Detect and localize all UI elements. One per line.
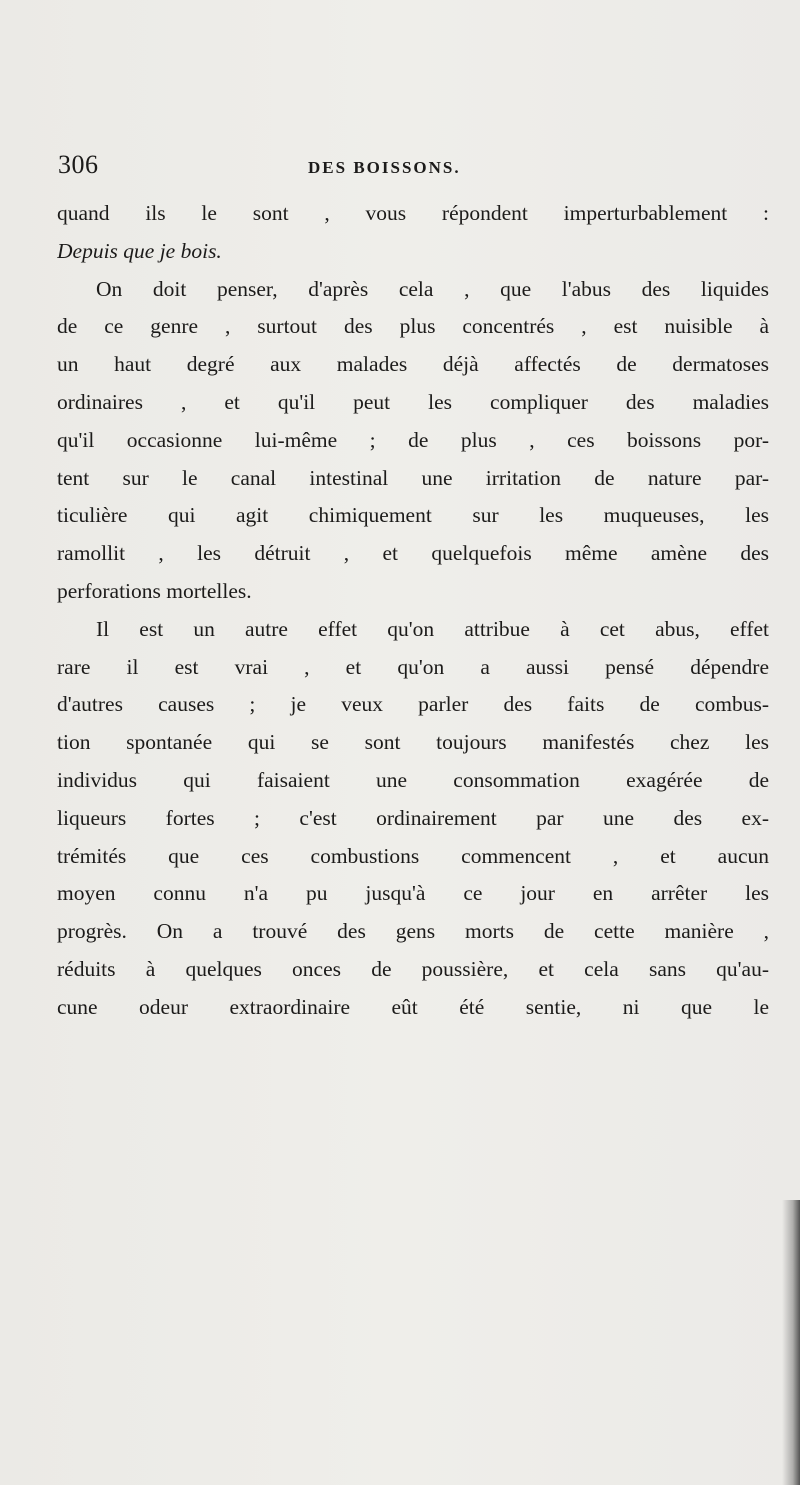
text-line: individus qui faisaient une consommation exagérée de [57, 767, 769, 792]
text-line: de ce genre , surtout des plus concentrés , est nuisible à [57, 314, 769, 339]
text-line: moyen connu n'a pu jusqu'à ce jour en arrêter les [57, 881, 769, 906]
running-head: DES BOISSONS. [308, 158, 461, 177]
text-line: qu'il occasionne lui-même ; de plus , ces boissons por- [57, 427, 769, 452]
text-line: ramollit , les détruit , et quelquefois même amène des [57, 541, 769, 566]
page-number: 306 [58, 150, 99, 179]
text-line: tion spontanée qui se sont toujours manifestés chez les [57, 730, 769, 755]
text-line: On doit penser, d'après cela , que l'abus des liquides [96, 276, 769, 301]
text-line: trémités que ces combustions commencent , et aucun [57, 843, 769, 868]
text-line: ordinaires , et qu'il peut les compliquer des maladies [57, 389, 769, 414]
text-line: progrès. On a trouvé des gens morts de cette manière , [57, 919, 769, 944]
text-line: quand ils le sont , vous répondent imperturbablement : [57, 201, 769, 225]
text-line: liqueurs fortes ; c'est ordinairement par une des ex- [57, 805, 769, 830]
page-header [58, 150, 770, 190]
text-line: perforations mortelles. [57, 578, 252, 603]
text-line: d'autres causes ; je veux parler des faits de combus- [57, 692, 769, 717]
page-edge-shadow [782, 1200, 800, 1485]
text-line: réduits à quelques onces de poussière, et cela sans qu'au- [57, 956, 769, 981]
text-line: cune odeur extraordinaire eût été sentie, ni que le [57, 994, 769, 1019]
text-line: ticulière qui agit chimiquement sur les muqueuses, les [57, 503, 769, 528]
text-line: un haut degré aux malades déjà affectés de dermatoses [57, 352, 769, 377]
body-text [57, 195, 769, 1027]
text-line: tent sur le canal intestinal une irritation de nature par- [57, 465, 769, 490]
text-line-italic [57, 233, 769, 271]
italic-quote: Depuis que je bois. [57, 238, 222, 263]
text-line: rare il est vrai , et qu'on a aussi pensé dépendre [57, 654, 769, 679]
text-line: Il est un autre effet qu'on attribue à cet abus, effet [96, 616, 769, 641]
